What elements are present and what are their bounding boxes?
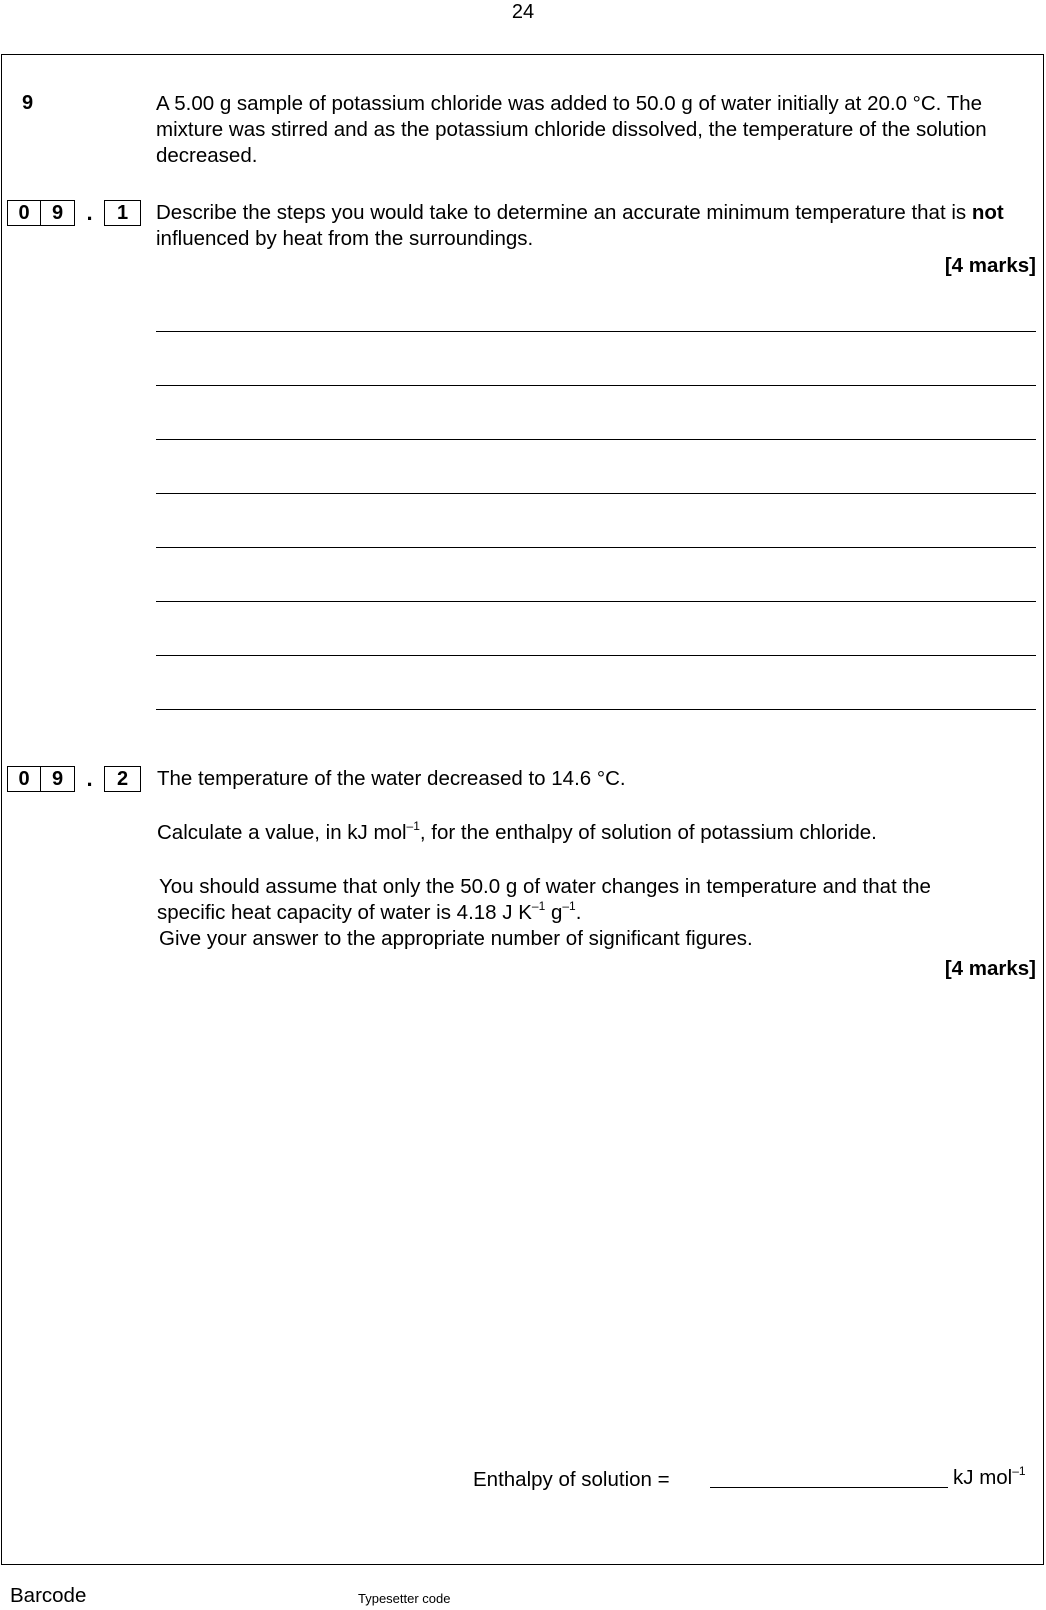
answer-line[interactable]	[156, 439, 1036, 440]
answer-line[interactable]	[156, 601, 1036, 602]
part-2-line-2	[157, 820, 877, 846]
enthalpy-unit-text: kJ mol	[953, 1466, 1013, 1489]
part-2-separator: .	[86, 766, 93, 791]
part-2-line-4-mid: g	[545, 901, 563, 924]
question-frame	[1, 54, 1044, 1565]
typesetter-code-label: Typesetter code	[358, 1591, 451, 1606]
answer-line[interactable]	[156, 547, 1036, 548]
part-2-line-5: Give your answer to the appropriate number of significant figures.	[159, 927, 753, 950]
part-2-digit-2: 9	[41, 766, 75, 792]
answer-line[interactable]	[156, 655, 1036, 656]
part-2-line-2-sup: –1	[406, 819, 420, 833]
part-1-prompt-start: Describe the steps you would take to determine an accurate minimum temperature that is	[156, 201, 972, 224]
part-2-line-4-sup-2: –1	[562, 899, 576, 913]
barcode-label: Barcode	[10, 1584, 87, 1607]
enthalpy-answer-unit	[953, 1466, 1026, 1490]
question-intro: A 5.00 g sample of potassium chloride was added to 50.0 g of water initially at 20.0 °C. The mixture was stirred and as the potassium chloride dissolved, the temperature of the solution decreased.	[156, 92, 987, 167]
part-1-digit-2: 9	[41, 200, 75, 226]
part-2-line-4	[157, 900, 581, 926]
part-1-prompt-bold: not	[971, 201, 1004, 224]
question-part-1-number	[7, 200, 141, 226]
part-2-line-4-end: .	[575, 901, 582, 924]
enthalpy-answer-label: Enthalpy of solution =	[473, 1468, 670, 1491]
part-2-line-1: The temperature of the water decreased to 14.6 °C.	[157, 767, 626, 790]
part-1-separator: .	[86, 200, 93, 225]
page-number: 24	[511, 1, 535, 23]
answer-line[interactable]	[156, 493, 1036, 494]
part-1-digit-1: 0	[7, 200, 41, 226]
answer-line[interactable]	[156, 709, 1036, 710]
part-1-sub-digit: 1	[104, 200, 141, 226]
question-part-2-number	[7, 766, 141, 792]
part-2-digit-1: 0	[7, 766, 41, 792]
part-1-marks: [4 marks]	[944, 254, 1036, 277]
part-1-prompt	[156, 200, 1026, 252]
part-2-sub-digit: 2	[104, 766, 141, 792]
part-2-line-4-sup-1: –1	[531, 899, 546, 913]
answer-line[interactable]	[156, 385, 1036, 386]
part-2-line-2-end: , for the enthalpy of solution of potassium chloride.	[419, 821, 877, 844]
part-2-line-2-start: Calculate a value, in kJ mol	[157, 821, 407, 844]
part-2-marks: [4 marks]	[944, 957, 1036, 980]
part-2-line-3: You should assume that only the 50.0 g of water changes in temperature and that the	[159, 875, 931, 898]
enthalpy-unit-sup: –1	[1012, 1464, 1026, 1478]
question-number: 9	[22, 92, 34, 114]
part-1-prompt-end: influenced by heat from the surroundings.	[156, 227, 534, 250]
answer-line[interactable]	[156, 331, 1036, 332]
enthalpy-answer-blank[interactable]	[710, 1487, 948, 1488]
part-2-line-4-start: specific heat capacity of water is 4.18 J K	[157, 901, 532, 924]
